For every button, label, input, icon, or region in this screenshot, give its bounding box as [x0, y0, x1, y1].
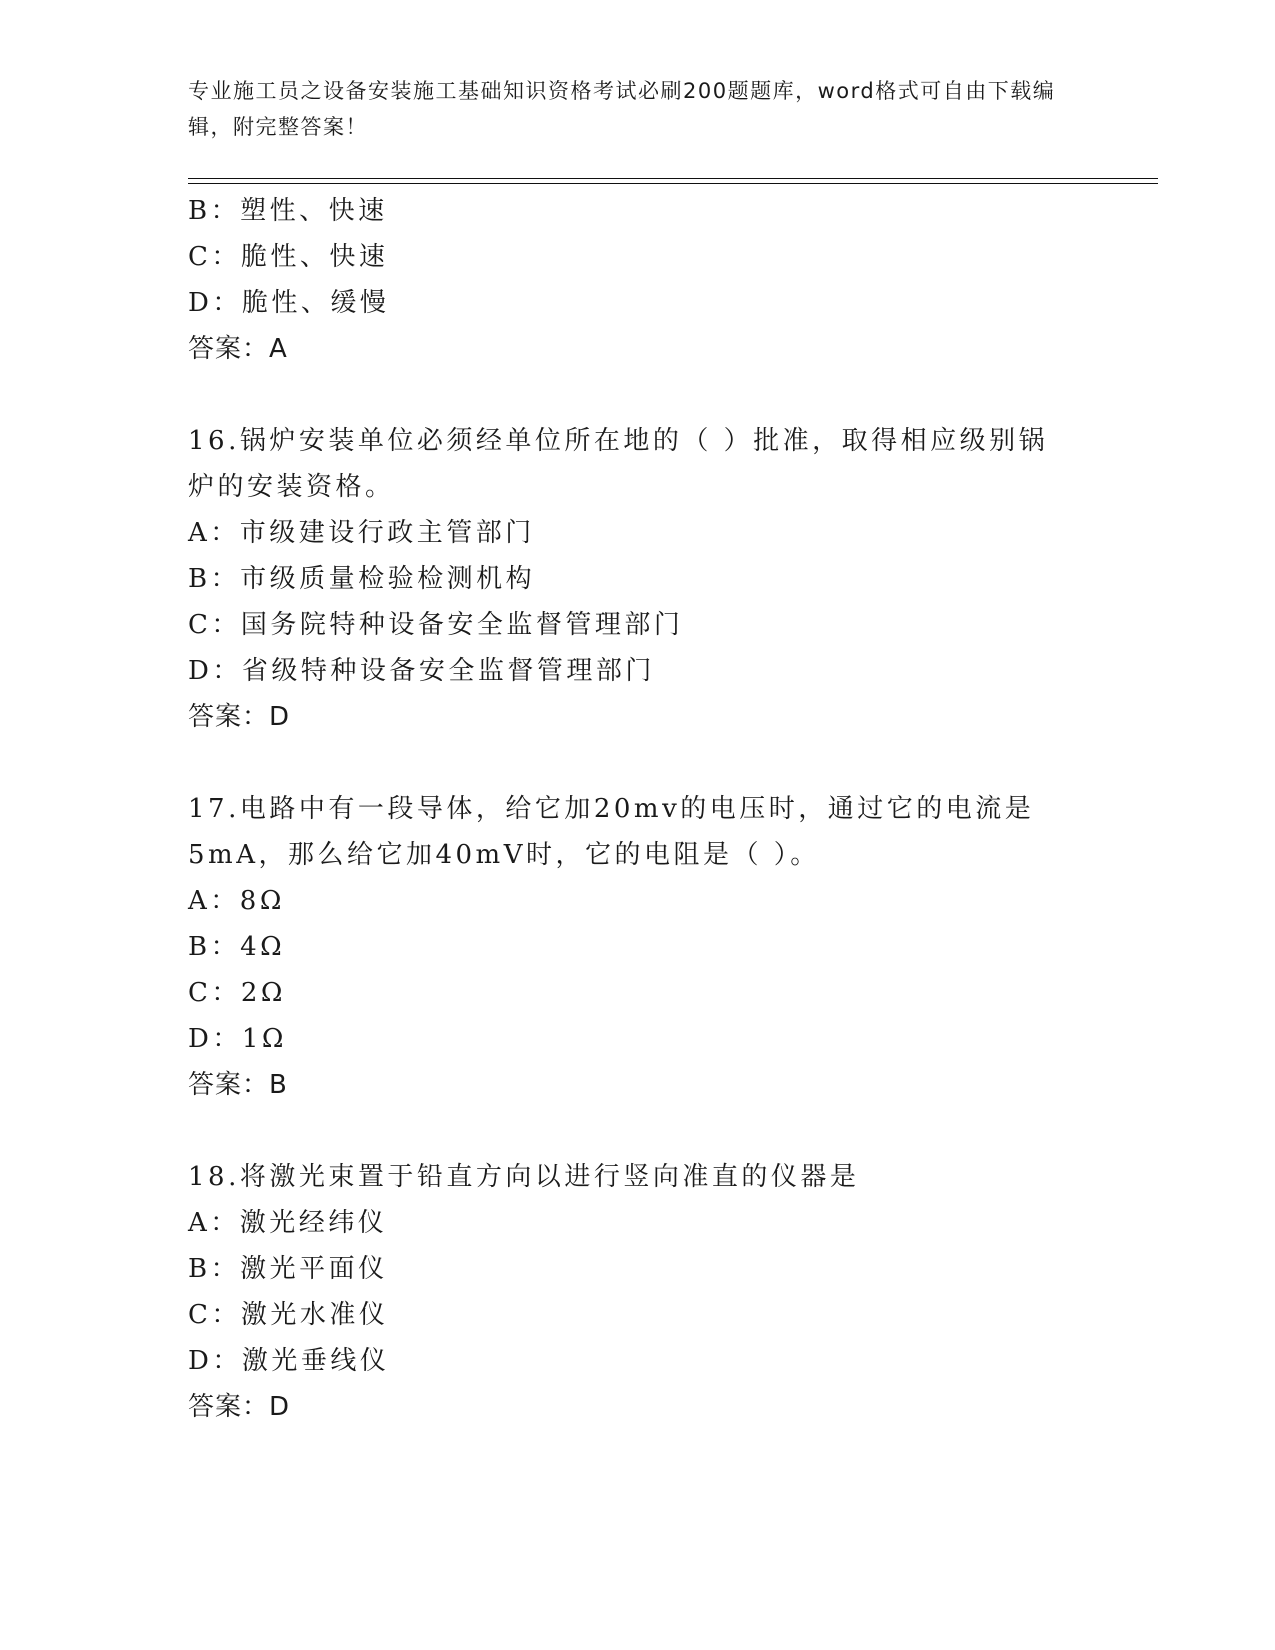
spacer — [188, 1108, 1088, 1154]
option-c: C：脆性、快速 — [188, 242, 389, 272]
header-rule-bottom — [188, 183, 1158, 184]
answer-line: 答案：D — [188, 1392, 291, 1422]
question-block-15 — [188, 188, 1088, 372]
option-c: C：2Ω — [188, 978, 286, 1008]
spacer — [188, 740, 1088, 786]
option-d: D：激光垂线仪 — [188, 1346, 390, 1376]
option-b: B：4Ω — [188, 932, 286, 962]
option-d: D：1Ω — [188, 1024, 287, 1054]
option-a: A：市级建设行政主管部门 — [188, 518, 535, 548]
header-rule-top — [188, 178, 1158, 179]
answer-line: 答案：A — [188, 334, 288, 364]
question-stem: 16.锅炉安装单位必须经单位所在地的（ ）批准，取得相应级别锅炉的安装资格。 — [188, 426, 1049, 502]
option-d: D：省级特种设备安全监督管理部门 — [188, 656, 655, 686]
question-block-18 — [188, 1154, 1088, 1430]
option-c: C：国务院特种设备安全监督管理部门 — [188, 610, 684, 640]
question-content — [188, 188, 1088, 1430]
option-b: B：激光平面仪 — [188, 1254, 388, 1284]
answer-line: 答案：D — [188, 702, 291, 732]
option-a: A：8Ω — [188, 886, 285, 916]
document-header: 专业施工员之设备安装施工基础知识资格考试必刷200题题库，word格式可自由下载编辑，附完整答案！ — [188, 79, 1056, 139]
question-block-17 — [188, 786, 1088, 1108]
question-stem: 17.电路中有一段导体，给它加20mv的电压时，通过它的电流是5mA，那么给它加40mV时，它的电阻是（ ）。 — [188, 794, 1035, 870]
question-block-16 — [188, 418, 1088, 740]
answer-line: 答案：B — [188, 1070, 288, 1100]
option-d: D：脆性、缓慢 — [188, 288, 390, 318]
option-b: B：塑性、快速 — [188, 196, 388, 226]
option-a: A：激光经纬仪 — [188, 1208, 388, 1238]
question-stem: 18.将激光束置于铅直方向以进行竖向准直的仪器是 — [188, 1162, 860, 1192]
spacer — [188, 372, 1088, 418]
option-b: B：市级质量检验检测机构 — [188, 564, 536, 594]
option-c: C：激光水准仪 — [188, 1300, 389, 1330]
